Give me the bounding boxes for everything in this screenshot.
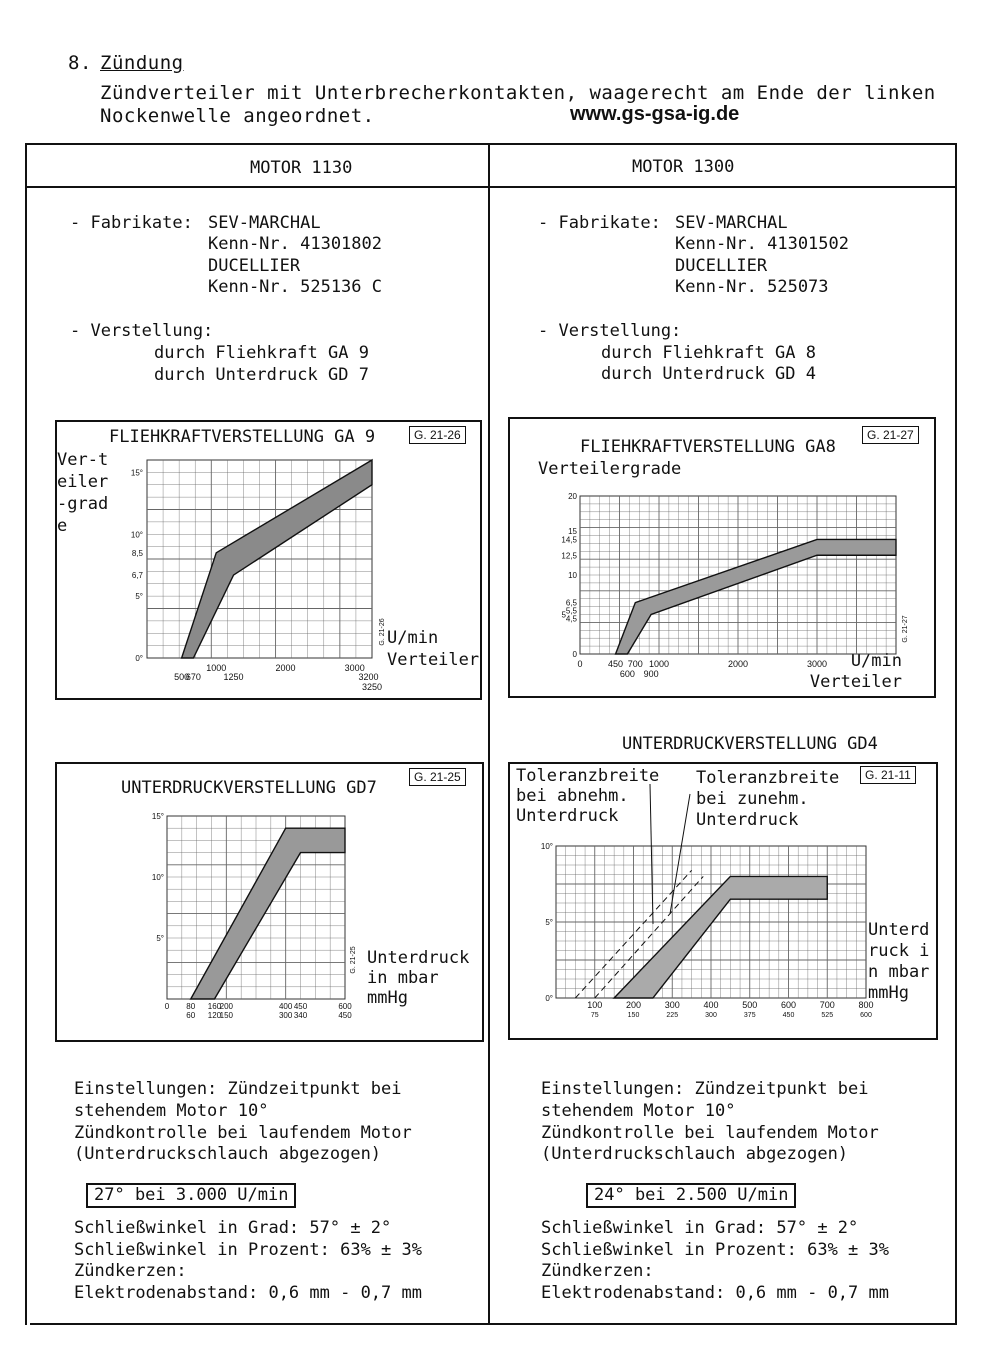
- chart-gd7-xlabel: Unterdruck in mbar mmHg: [367, 948, 470, 1008]
- gd7-x-tick-label-mbar: 0: [164, 1002, 170, 1011]
- chart-gd7-svg: [57, 764, 482, 1040]
- right-schliesswinkel-prozent: Schließwinkel in Prozent: 63% ± 3%: [541, 1240, 889, 1260]
- chart-gd4-xlabel: Unterdruck in mbar mmHg: [868, 920, 930, 1003]
- left-elektrodenabstand: Elektrodenabstand: 0,6 mm - 0,7 mm: [74, 1283, 422, 1303]
- ga8-y-tick-label: 5: [561, 610, 566, 620]
- right-kenn-2: Kenn-Nr. 525073: [675, 277, 829, 297]
- left-settings-2: stehendem Motor 10°: [74, 1101, 269, 1121]
- right-elektrodenabstand: Elektrodenabstand: 0,6 mm - 0,7 mm: [541, 1283, 889, 1303]
- intro-line-2: Nockenwelle angeordnet.: [100, 105, 375, 127]
- gd4-x-tick-label-mmhg: 450: [782, 1012, 795, 1019]
- gd7-y-tick-label: 5°: [156, 934, 164, 943]
- gd7-y-tick-label: 10°: [151, 873, 164, 882]
- ga9-y-tick-label: 6,7: [131, 571, 143, 581]
- ga8-y-tick-label: 12,5: [561, 551, 577, 561]
- ga8-x-tick-label: 450: [608, 659, 624, 669]
- gd7-x-tick-label-mbar: 200: [219, 1002, 234, 1011]
- right-verstellung-label: - Verstellung:: [538, 321, 682, 341]
- motor-1130-heading: MOTOR 1130: [250, 158, 353, 178]
- ga8-x-tick-label: 3000: [806, 659, 828, 669]
- table-center-divider: [488, 143, 490, 1323]
- gd7-x-tick-label-mbar: 80: [186, 1002, 196, 1011]
- gd7-x-tick-label-mmhg: 120: [207, 1011, 222, 1020]
- left-zuendkerzen: Zündkerzen:: [74, 1261, 187, 1281]
- gd4-y-tick-label: 10°: [540, 842, 553, 851]
- gd4-y-tick-label: 0°: [545, 994, 553, 1003]
- ga9-x-tick-label: 500: [174, 672, 190, 682]
- right-settings-1: Einstellungen: Zündzeitpunkt bei: [541, 1079, 869, 1099]
- ga8-tolerance-band: [616, 539, 896, 654]
- chart-gd7-title: UNTERDRUCKVERSTELLUNG GD7: [121, 778, 377, 798]
- left-settings-3: Zündkontrolle bei laufendem Motor: [74, 1123, 412, 1143]
- gd4-x-tick-label-mmhg: 300: [705, 1012, 717, 1019]
- left-fabrikate-label: - Fabrikate:: [70, 213, 193, 233]
- ga9-x-tick-label: 3250: [361, 682, 383, 692]
- gd4-x-tick-label-mbar: 800: [858, 1000, 874, 1010]
- gd7-x-tick-label-mmhg: 340: [293, 1011, 308, 1020]
- gd7-x-tick-label-mmhg: 300: [278, 1011, 293, 1020]
- ga8-x-tick-label: 0: [577, 659, 583, 669]
- gd4-x-tick-label-mbar: 400: [703, 1000, 719, 1010]
- ga8-y-tick-label: 14,5: [561, 535, 577, 545]
- ga9-x-tick-label: 1250: [223, 672, 244, 682]
- ga9-y-tick-label: 15°: [130, 468, 143, 478]
- chart-ga8-title: FLIEHKRAFTVERSTELLUNG GA8: [580, 437, 836, 457]
- chart-gd7-frame: [55, 762, 484, 1042]
- gd4-x-tick-label-mbar: 300: [664, 1000, 680, 1010]
- ga8-y-tick-label: 15: [568, 526, 577, 536]
- left-schliesswinkel-prozent: Schließwinkel in Prozent: 63% ± 3%: [74, 1240, 422, 1260]
- chart-gd4-title: UNTERDRUCKVERSTELLUNG GD4: [622, 734, 878, 754]
- chart-ga9-ylabel: Ver-teiler-grade: [57, 450, 109, 536]
- ga8-y-tick-label: 20: [568, 492, 577, 501]
- left-boxed-value: 27° bei 3.000 U/min: [86, 1183, 296, 1208]
- chart-gd4-annotation-left: Toleranzbreite bei abnehm. Unterdruck: [516, 766, 660, 826]
- gd7-x-tick-label-mbar: 450: [293, 1002, 308, 1011]
- ga8-y-tick-label: 6,5: [565, 598, 577, 608]
- section-title: Zündung: [100, 52, 184, 74]
- ga8-y-tick-label: 10: [568, 571, 577, 580]
- chart-ga8-ref: G. 21-27: [862, 426, 919, 444]
- chart-gd4-svg: [510, 764, 936, 1038]
- right-settings-3: Zündkontrolle bei laufendem Motor: [541, 1123, 879, 1143]
- right-kenn-1: Kenn-Nr. 41301502: [675, 234, 849, 254]
- gd7-side-ref: G. 21-25: [350, 946, 357, 974]
- ga9-y-tick-label: 8,5: [131, 548, 143, 558]
- chart-ga8-frame: [508, 417, 936, 698]
- gd7-x-tick-label-mbar: 400: [278, 1002, 293, 1011]
- gd7-y-tick-label: 15°: [151, 812, 164, 821]
- table-top-border: [25, 143, 957, 145]
- right-boxed-value: 24° bei 2.500 U/min: [586, 1183, 796, 1208]
- right-fab-1: SEV-MARCHAL: [675, 213, 788, 233]
- gd7-x-tick-label-mbar: 160: [207, 1002, 222, 1011]
- ga9-x-tick-label: 3200: [358, 672, 379, 682]
- chart-gd4-annotation-right: Toleranzbreite bei zunehm. Unterdruck: [696, 768, 840, 830]
- ga8-x-tick-label: 2000: [727, 659, 749, 669]
- gd4-x-tick-label-mbar: 700: [819, 1000, 835, 1010]
- gd4-x-tick-label-mmhg: 225: [666, 1012, 679, 1019]
- left-fab-2: DUCELLIER: [208, 256, 301, 276]
- ga8-y-tick-label: 0: [572, 650, 577, 659]
- left-verstellung-label: - Verstellung:: [70, 321, 214, 341]
- table-left-border: [25, 143, 27, 1325]
- website-link[interactable]: www.gs-gsa-ig.de: [570, 103, 740, 125]
- gd4-x-tick-label-mbar: 500: [742, 1000, 758, 1010]
- ga8-x-tick-label: 1000: [648, 659, 670, 669]
- chart-gd4-frame: [508, 762, 938, 1040]
- right-settings-2: stehendem Motor 10°: [541, 1101, 736, 1121]
- left-kenn-2: Kenn-Nr. 525136 C: [208, 277, 382, 297]
- ga8-side-ref: G. 21-27: [902, 615, 909, 643]
- left-settings-1: Einstellungen: Zündzeitpunkt bei: [74, 1079, 402, 1099]
- gd7-x-tick-label-mmhg: 450: [338, 1011, 352, 1020]
- ga9-x-tick-label: 2000: [275, 663, 296, 673]
- ga9-side-ref: G. 21-26: [379, 618, 386, 646]
- right-zuendkerzen: Zündkerzen:: [541, 1261, 654, 1281]
- gd4-x-tick-label-mmhg: 525: [821, 1012, 834, 1019]
- chart-ga9-svg: [57, 422, 480, 698]
- motor-1300-heading: MOTOR 1300: [632, 157, 735, 177]
- gd7-x-tick-label-mbar: 600: [338, 1002, 352, 1011]
- ga9-x-tick-label: 1000: [206, 663, 227, 673]
- chart-ga9-title: FLIEHKRAFTVERSTELLUNG GA 9: [109, 427, 376, 447]
- gd4-x-tick-label-mmhg: 75: [590, 1012, 599, 1019]
- chart-ga9-frame: [55, 420, 482, 700]
- gd4-x-tick-label-mbar: 600: [780, 1000, 797, 1010]
- gd4-annotation-leader: [670, 794, 690, 914]
- ga8-y-tick-label: 4,5: [565, 614, 577, 624]
- gd4-x-tick-label-mmhg: 150: [627, 1012, 640, 1019]
- chart-ga8-svg: [510, 419, 934, 696]
- section-number: 8.: [68, 52, 92, 74]
- ga8-x-tick-label: 700: [627, 659, 643, 669]
- right-fab-2: DUCELLIER: [675, 256, 768, 276]
- chart-gd4-ref: G. 21-11: [860, 766, 916, 784]
- gd7-x-tick-label-mmhg: 60: [186, 1011, 196, 1020]
- left-kenn-1: Kenn-Nr. 41301802: [208, 234, 382, 254]
- chart-ga8-xlabel: U/min Verteiler: [809, 651, 902, 692]
- chart-ga9-xlabel: U/min Verteiler: [387, 628, 480, 670]
- gd4-x-tick-label-mmhg: 600: [860, 1012, 872, 1019]
- gd4-x-tick-label-mbar: 200: [625, 1000, 642, 1010]
- ga9-y-tick-label: 5°: [135, 592, 143, 602]
- gd4-x-tick-label-mbar: 100: [587, 1000, 603, 1010]
- left-verst-2: durch Unterdruck GD 7: [154, 365, 369, 385]
- ga9-y-tick-label: 0°: [135, 654, 143, 663]
- right-fabrikate-label: - Fabrikate:: [538, 213, 661, 233]
- table-bottom-border: [30, 1323, 957, 1325]
- ga8-y-tick-label: 5,5: [565, 606, 577, 616]
- chart-ga9-ref: G. 21-26: [409, 426, 466, 444]
- chart-gd7-ref: G. 21-25: [409, 768, 466, 786]
- gd4-y-tick-label: 5°: [545, 918, 553, 927]
- left-schliesswinkel-grad: Schließwinkel in Grad: 57° ± 2°: [74, 1218, 392, 1238]
- intro-line-1: Zündverteiler mit Unterbrecherkontakten, waagerecht am Ende der linken: [100, 82, 936, 104]
- ga8-x-tick-label: 600: [619, 669, 635, 679]
- right-settings-4: (Unterdruckschlauch abgezogen): [541, 1144, 849, 1164]
- right-schliesswinkel-grad: Schließwinkel in Grad: 57° ± 2°: [541, 1218, 859, 1238]
- left-verst-1: durch Fliehkraft GA 9: [154, 343, 369, 363]
- gd4-x-tick-label-mmhg: 375: [743, 1012, 756, 1019]
- ga9-x-tick-label: 3000: [344, 663, 365, 673]
- table-right-border: [955, 143, 957, 1325]
- right-verst-1: durch Fliehkraft GA 8: [601, 343, 816, 363]
- right-verst-2: durch Unterdruck GD 4: [601, 364, 816, 384]
- left-settings-4: (Unterdruckschlauch abgezogen): [74, 1144, 382, 1164]
- gd7-x-tick-label-mmhg: 150: [219, 1011, 234, 1020]
- left-fab-1: SEV-MARCHAL: [208, 213, 321, 233]
- chart-ga8-ylabel: Verteilergrade: [538, 459, 682, 479]
- ga8-x-tick-label: 900: [643, 669, 659, 679]
- ga9-x-tick-label: 670: [185, 672, 201, 682]
- ga9-y-tick-label: 10°: [130, 530, 143, 540]
- table-header-divider: [25, 186, 957, 188]
